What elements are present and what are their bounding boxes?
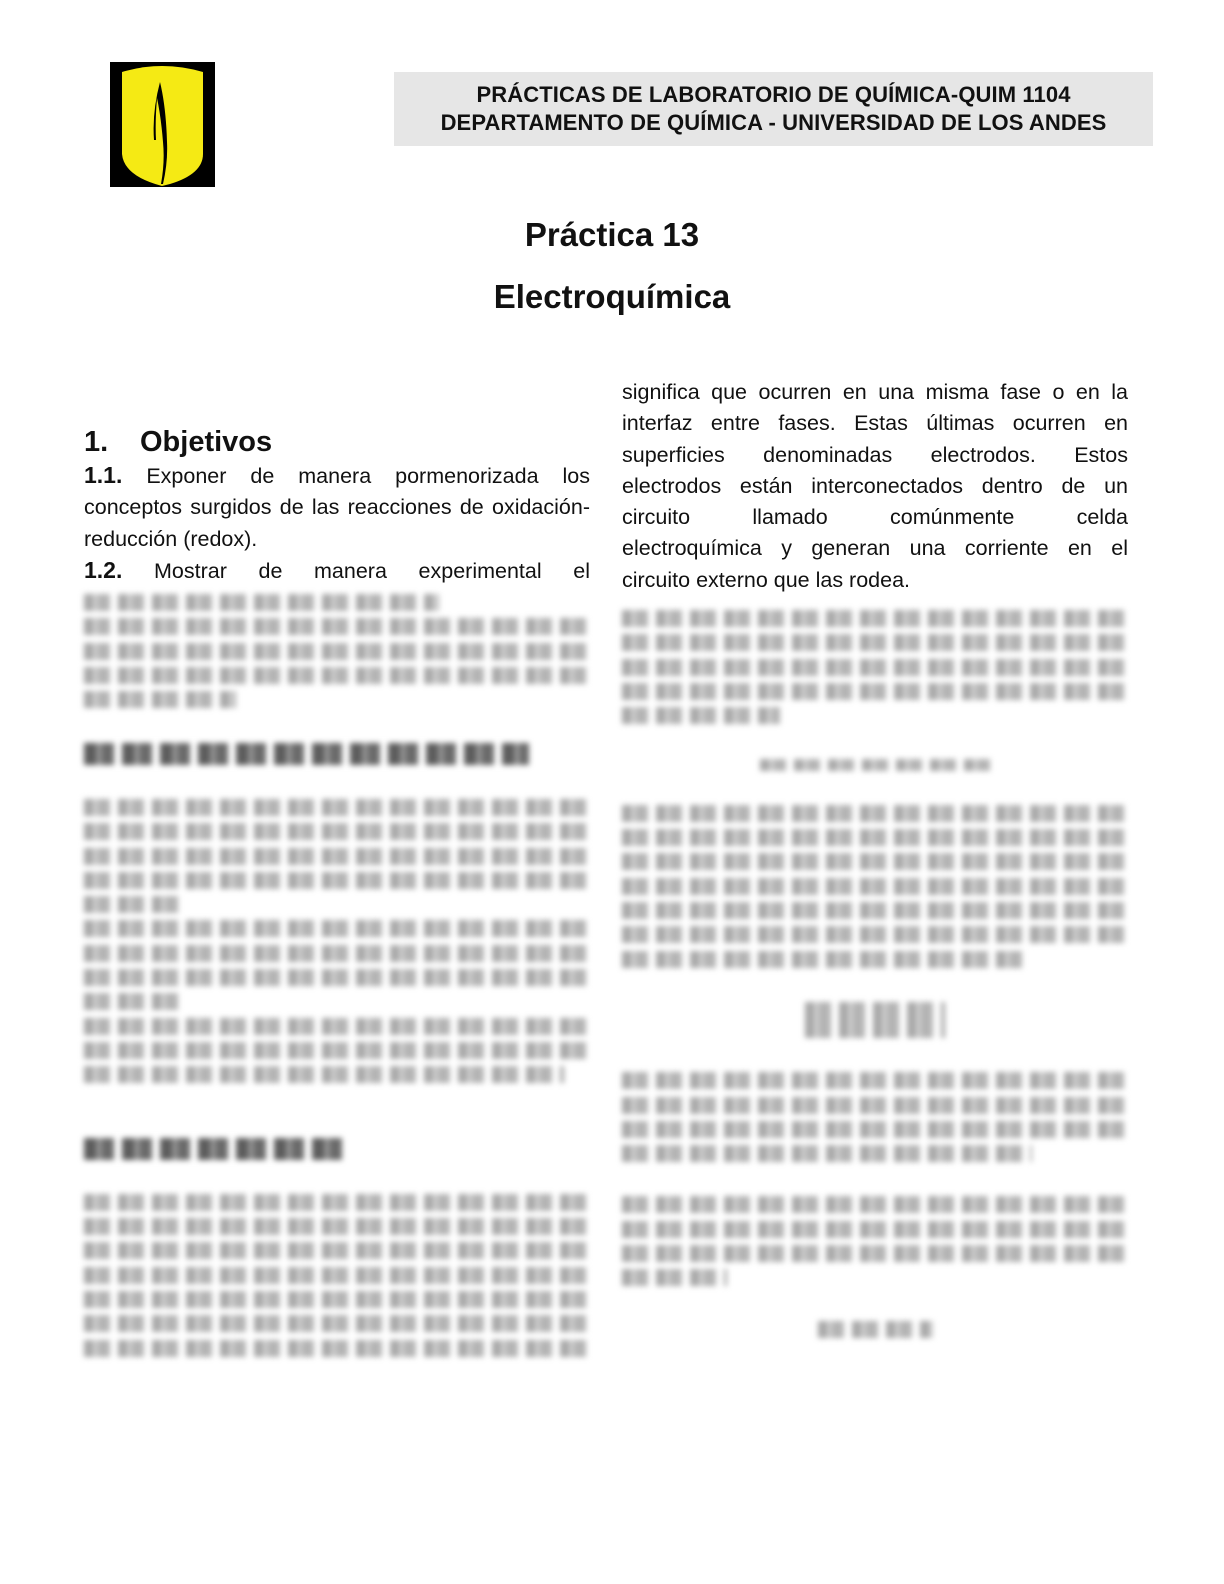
section-title: Objetivos xyxy=(140,426,273,458)
pixelated-line xyxy=(84,872,590,889)
left-column xyxy=(84,424,590,1364)
practice-subject: Electroquímica xyxy=(493,278,731,315)
pixelated-line xyxy=(622,634,1128,651)
pixelated-line xyxy=(84,1018,590,1035)
pixelated-line xyxy=(84,1340,590,1357)
pixelated-heading xyxy=(84,1138,349,1160)
pixelated-line xyxy=(622,683,1128,700)
right-column xyxy=(622,377,1128,1345)
pixelated-line xyxy=(84,1267,590,1284)
text-line: significa que ocurren en una misma fase o en la xyxy=(622,380,1128,404)
objective-number: 1.1. xyxy=(84,462,123,488)
pixelated-line xyxy=(84,1042,590,1059)
pixelated-line xyxy=(84,896,184,913)
section-number: 1. xyxy=(84,426,109,458)
pixelated-line xyxy=(622,707,780,724)
pixelated-equation xyxy=(805,1002,945,1038)
pixelated-line xyxy=(84,848,590,865)
pixelated-line xyxy=(84,1242,590,1259)
pixelated-line xyxy=(622,902,1128,919)
pixelated-line xyxy=(84,969,590,986)
pixelated-line xyxy=(622,1245,1128,1262)
pixelated-heading xyxy=(84,743,529,765)
text-line: electrodos están interconectados dentro de un xyxy=(622,473,1128,498)
pixelated-line xyxy=(622,1269,727,1286)
pixelated-line xyxy=(84,920,590,937)
objective-1-1 xyxy=(84,460,590,555)
pixelated-line xyxy=(84,643,590,660)
pixelated-line xyxy=(622,1196,1128,1213)
course-header-line-1: PRÁCTICAS DE LABORATORIO DE QUÍMICA-QUIM 1104 xyxy=(476,82,1071,107)
pixelated-line xyxy=(84,993,184,1010)
pixelated-line xyxy=(622,805,1128,822)
pixelated-line xyxy=(622,926,1128,943)
pixelated-content-left xyxy=(84,594,590,1356)
pixelated-line xyxy=(622,878,1128,895)
pixelated-line xyxy=(84,1194,590,1211)
text-line: circuito externo que las rodea. xyxy=(622,567,911,592)
text-line: electroquímica y generan una corriente en el xyxy=(622,536,1128,561)
university-logo xyxy=(110,62,215,187)
pixelated-line xyxy=(622,951,1027,968)
pixelated-line xyxy=(84,799,590,816)
pixelated-line xyxy=(622,1145,1032,1162)
pixelated-line xyxy=(84,823,590,840)
pixelated-line xyxy=(84,1066,564,1083)
objective-number: 1.2. xyxy=(84,556,123,583)
text-line: circuito llamado comúnmente celda xyxy=(622,505,1128,530)
pixelated-equation xyxy=(818,1321,933,1338)
pixelated-line xyxy=(622,1097,1128,1114)
pixelated-line xyxy=(84,594,439,611)
course-header xyxy=(394,72,1153,146)
pixelated-line xyxy=(622,1072,1128,1089)
objective-1-2 xyxy=(84,555,590,587)
pixelated-line xyxy=(622,1121,1128,1138)
pixelated-line xyxy=(622,610,1128,627)
pixelated-line xyxy=(622,659,1128,676)
text-line: interfaz entre fases. Estas últimas ocurren en xyxy=(622,411,1128,436)
pixelated-line xyxy=(84,691,236,708)
practice-title: Práctica 13 xyxy=(524,216,700,253)
pixelated-line xyxy=(84,1291,590,1308)
pixelated-line xyxy=(622,1221,1128,1238)
pixelated-line xyxy=(622,829,1128,846)
text-line: superficies denominadas electrodos. Estos xyxy=(622,442,1128,467)
pixelated-line xyxy=(84,1315,590,1332)
shield-icon xyxy=(110,62,215,187)
pixelated-line xyxy=(84,667,590,684)
section-heading-objetivos xyxy=(84,424,590,460)
objective-text: Mostrar de manera experimental el xyxy=(154,558,590,583)
objective-text: Exponer de manera pormenorizada los conceptos surgidos de las reacciones de oxidación-reducción (redox). xyxy=(84,464,590,551)
paragraph-continuation xyxy=(622,377,1128,596)
course-header-line-2: DEPARTAMENTO DE QUÍMICA - UNIVERSIDAD DE LOS ANDES xyxy=(440,110,1107,135)
pixelated-line xyxy=(84,618,590,635)
pixelated-line xyxy=(84,1218,590,1235)
pixelated-equation xyxy=(760,759,990,771)
pixelated-line xyxy=(84,945,590,962)
pixelated-line xyxy=(622,853,1128,870)
pixelated-content-right xyxy=(622,610,1128,1338)
